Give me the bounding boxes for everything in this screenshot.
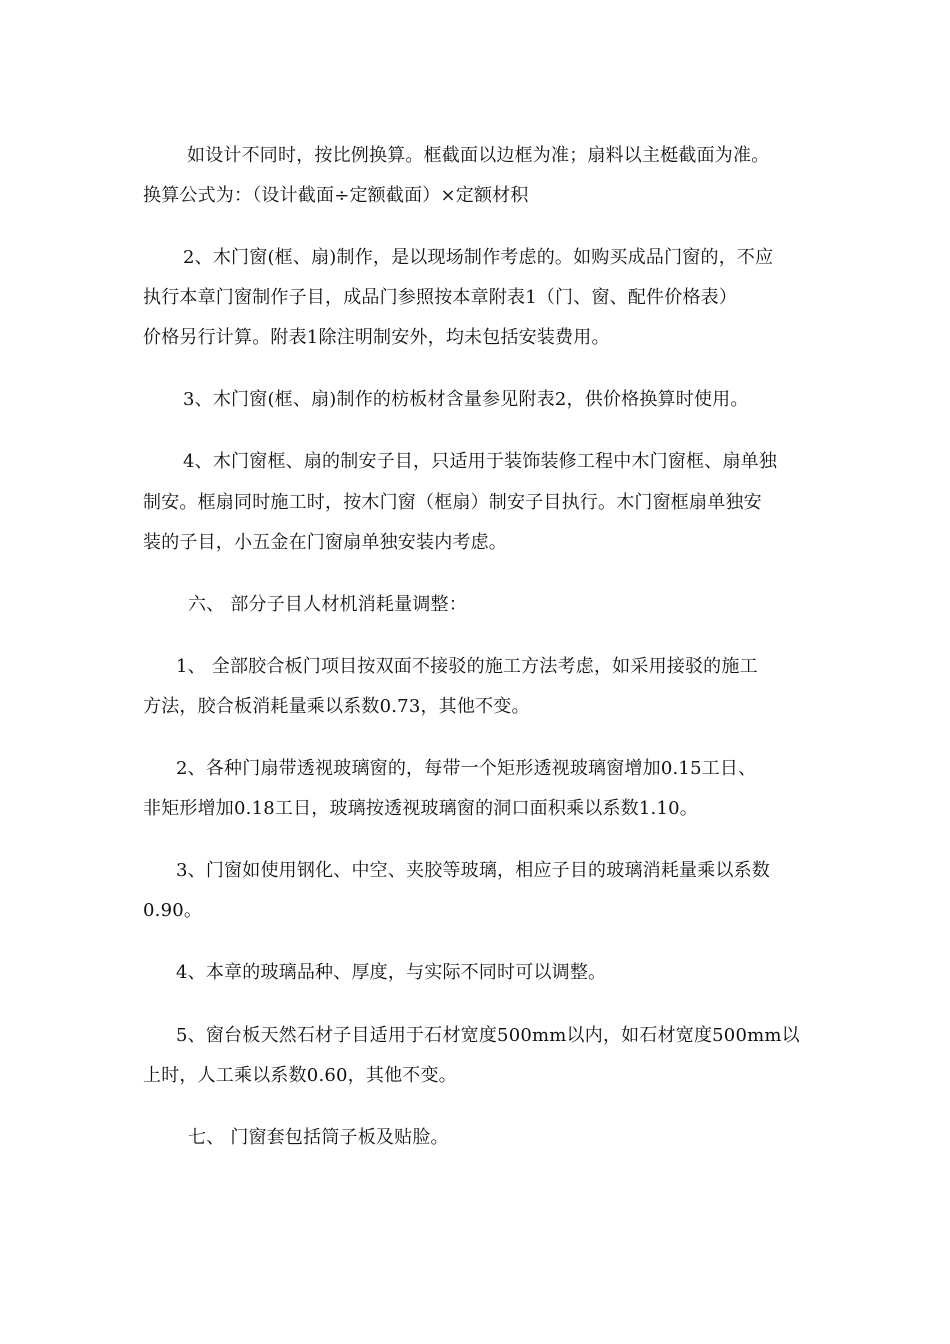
- paragraph-line: 价格另行计算。附表1除注明制安外，均未包括安装费用。: [143, 327, 610, 348]
- section-heading: 六、 部分子目人材机消耗量调整：: [188, 594, 467, 615]
- paragraph-line: 4、木门窗框、扇的制安子目，只适用于装饰装修工程中木门窗框、扇单独: [183, 451, 778, 472]
- paragraph-line: 如设计不同时，按比例换算。框截面以边框为准；扇料以主梃截面为准。: [187, 145, 770, 166]
- paragraph-line: 上时，人工乘以系数0.60，其他不变。: [143, 1065, 457, 1086]
- section-heading: 七、 门窗套包括筒子板及贴脸。: [188, 1127, 449, 1148]
- paragraph-line: 4、本章的玻璃品种、厚度，与实际不同时可以调整。: [176, 962, 607, 983]
- paragraph-line: 2、各种门扇带透视玻璃窗的，每带一个矩形透视玻璃窗增加0.15工日、: [176, 758, 757, 779]
- paragraph-line: 5、窗台板天然石材子目适用于石材宽度500mm以内，如石材宽度500mm以: [176, 1025, 800, 1046]
- paragraph-line: 换算公式为：（设计截面÷定额截面）×定额材积: [143, 185, 529, 206]
- paragraph-line: 非矩形增加0.18工日，玻璃按透视玻璃窗的洞口面积乘以系数1.10。: [143, 798, 698, 819]
- paragraph-line: 3、木门窗(框、扇)制作的枋板材含量参见附表2，供价格换算时使用。: [183, 389, 749, 410]
- paragraph-line: 制安。框扇同时施工时，按木门窗（框扇）制安子目执行。木门窗框扇单独安: [143, 492, 762, 513]
- paragraph-line: 1、 全部胶合板门项目按双面不接驳的施工方法考虑，如采用接驳的施工: [176, 656, 758, 677]
- paragraph-line: 3、门窗如使用钢化、中空、夹胶等玻璃，相应子目的玻璃消耗量乘以系数: [176, 860, 771, 881]
- paragraph-line: 0.90。: [143, 900, 203, 921]
- paragraph-line: 方法，胶合板消耗量乘以系数0.73，其他不变。: [143, 696, 530, 717]
- paragraph-line: 2、木门窗(框、扇)制作，是以现场制作考虑的。如购买成品门窗的，不应: [183, 247, 774, 268]
- paragraph-line: 执行本章门窗制作子目，成品门参照按本章附表1（门、窗、配件价格表）: [143, 287, 738, 308]
- paragraph-line: 装的子目，小五金在门窗扇单独安装内考虑。: [143, 532, 507, 553]
